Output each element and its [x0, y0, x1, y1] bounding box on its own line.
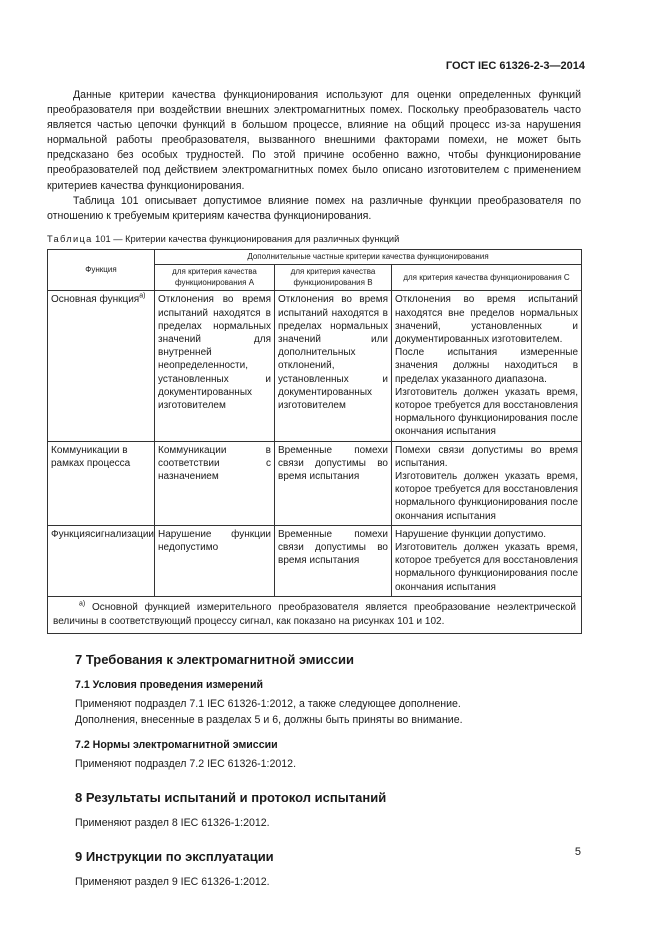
cell-criterion-a: Коммуникации в соответствии с назначением [155, 441, 275, 525]
section-8-text: Применяют раздел 8 IEC 61326-1:2012. [75, 816, 270, 829]
cell-function: Коммуникации в рамках процесса [48, 441, 155, 525]
criterion-c-line: Изготовитель должен указать время, которое требуется для восстановления нормального функционирования после окончания испытания [395, 470, 579, 522]
header-function: Функция [48, 249, 155, 291]
table-caption-text: 101 — Критерии качества функционирования для различных функций [92, 233, 400, 244]
cell-function [48, 291, 155, 441]
function-label: Основная функция [51, 294, 140, 306]
header-criterion-a: для критерия качества функционирования А [155, 265, 275, 291]
criterion-c-line: Изготовитель должен указать время, которое требуется для восстановления нормального функционирования после окончания испытания [395, 386, 579, 438]
table-caption [47, 234, 581, 244]
section-7-2-title: 7.2 Нормы электромагнитной эмиссии [75, 738, 278, 751]
cell-criterion-c [392, 441, 582, 525]
table-row [48, 291, 582, 441]
cell-criterion-b: Отклонения во время испытаний находятся в пределах нормальных значений или дополнительных отклонений, установленных и документированных изготовителем [275, 291, 392, 441]
criteria-table [47, 249, 582, 634]
section-7-2-text: Применяют подраздел 7.2 IEC 61326-1:2012. [75, 757, 297, 770]
table-footnote [48, 596, 582, 633]
section-9-title: 9 Инструкции по эксплуатации [75, 848, 274, 864]
section-7-1-text: Дополнения, внесенные в разделах 5 и 6, должны быть приняты во внимание. [75, 713, 463, 726]
cell-criterion-c [392, 525, 582, 596]
criterion-c-line: Помехи связи допустимы во время испытания. [395, 444, 579, 469]
header-criterion-b: для критерия качества функционирования В [275, 265, 392, 291]
page-content [47, 88, 581, 890]
table-caption-label: Таблица [47, 233, 93, 244]
header-criterion-c: для критерия качества функционирования С [392, 265, 582, 291]
intro-paragraph-2: Таблица 101 описывает допустимое влияние помех на различные функции преобразователя по отношению к требуемым критериям качества функционирования. [47, 194, 581, 222]
cell-criterion-b: Временные помехи связи допустимы во время испытания [275, 525, 392, 596]
cell-function: Функциясигнализации [48, 525, 155, 596]
footnote-ref: а) [139, 293, 146, 301]
criterion-c-line: После испытания измеренные значения должны находиться в пределах указанного диапазона. [395, 347, 579, 385]
footnote-mark: а) [79, 600, 86, 608]
cell-criterion-a: Нарушение функции недопустимо [155, 525, 275, 596]
section-7-title: 7 Требования к электромагнитной эмиссии [75, 651, 354, 667]
criterion-c-line: Нарушение функции допустимо. [395, 528, 547, 540]
section-7-1-text: Применяют подраздел 7.1 IEC 61326-1:2012, а также следующее дополнение. [75, 697, 461, 710]
table-header-row [48, 249, 582, 265]
cell-criterion-a: Отклонения во время испытаний находятся в пределах нормальных значений для внутренней неопределенности, установленных и документированных изготовителем [155, 291, 275, 441]
table-row [48, 525, 582, 596]
footnote-text: Основной функцией измерительного преобразователя является преобразование неэлектрической величины в соответствующий процессу сигнал, как показано на рисунках 101 и 102. [53, 601, 577, 627]
cell-criterion-c [392, 291, 582, 441]
cell-criterion-b: Временные помехи связи допустимы во время испытания [275, 441, 392, 525]
header-criteria-group: Дополнительные частные критерии качества функционирования [155, 249, 582, 265]
criterion-c-line: Изготовитель должен указать время, которое требуется для восстановления нормального функционирования после окончания испытания [395, 542, 579, 593]
page-number: 5 [574, 846, 581, 858]
section-8-title: 8 Результаты испытаний и протокол испытаний [75, 789, 387, 805]
table-row [48, 441, 582, 525]
intro-paragraph-1: Данные критерии качества функционирования используют для оценки определенных функций преобразователя при воздействии внешних электромагнитных помех. Поскольку преобразователь часто является частью цепочки функций в большом процессе, влияние на общий процесс из-за нарушения нормальной работы преобразователя, вызванного внешними факторами помехи, не может быть предсказано без особых трудностей. По этой причине особенно важно, чтобы функционирование преобразователей под действием электромагнитных помех было описано изготовителем с применением критериев качества функционирования. [47, 89, 581, 192]
section-9-text: Применяют раздел 9 IEC 61326-1:2012. [75, 875, 270, 888]
section-7-1-title: 7.1 Условия проведения измерений [75, 678, 263, 691]
document-header: ГОСТ IEC 61326-2-3—2014 [445, 60, 585, 72]
criterion-c-line: Отклонения во время испытаний находятся вне пределов нормальных значений, установленных и документированных изготовителем. [395, 294, 579, 345]
table-footnote-row [48, 596, 582, 633]
